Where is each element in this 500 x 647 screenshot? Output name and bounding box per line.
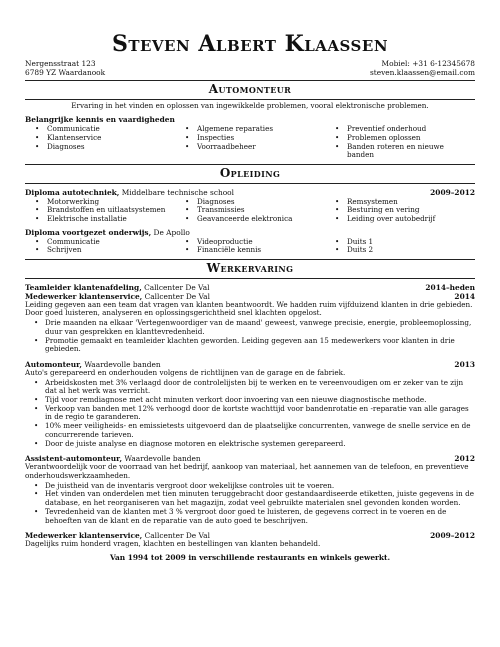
job-role: Automonteur, bbox=[25, 359, 82, 369]
profile-tagline: Ervaring in het vinden en oplossen van ingewikkelde problemen, vooral elektronische problemen. bbox=[71, 101, 429, 111]
school: De Apollo bbox=[151, 227, 190, 237]
course-item: • Geavanceerde elektronica bbox=[175, 215, 325, 224]
course-item: • Motorwerking bbox=[25, 198, 175, 207]
course-item: • Schrijven bbox=[25, 246, 175, 255]
job-company: Waardevolle banden bbox=[82, 359, 161, 369]
education-entry-header bbox=[25, 188, 475, 197]
job-bullets bbox=[25, 482, 475, 526]
candidate-name: Steven Albert Klaassen bbox=[111, 31, 389, 57]
job-bullet: • Tevredenheid van de klanten met 3 % vergroot door goed te luisteren, de gegevens correct in te voeren en de behoeften van de klant en de reparatie van de auto goed te beschrijven. bbox=[25, 508, 475, 525]
job-date: 2014–heden bbox=[425, 282, 475, 292]
skill-item: • Inspecties bbox=[175, 134, 325, 143]
job-role: Assistent-automonteur, bbox=[25, 454, 123, 464]
section-divider bbox=[25, 80, 475, 81]
course-item: • Diagnoses bbox=[175, 198, 325, 207]
job-role: Teamleider klantenafdeling, bbox=[25, 282, 142, 292]
course-item: • Leiding over autobedrijf bbox=[325, 215, 475, 224]
course-item: • Brandstoffen en uitlaatsystemen bbox=[25, 206, 175, 215]
job-bullet: • Promotie gemaakt en teamleider klachten geworden. Leiding gegeven aan 15 medewerkers voor klanten in drie gebieden. bbox=[25, 337, 475, 354]
skills-list bbox=[25, 125, 475, 159]
section-divider bbox=[25, 259, 475, 260]
school: Middelbare technische school bbox=[119, 187, 234, 197]
course-item: • Besturing en vering bbox=[325, 206, 475, 215]
job-header bbox=[25, 283, 475, 292]
skill-item: • Voorraadbeheer bbox=[175, 143, 325, 160]
job-bullet: • Door de juiste analyse en diagnose motoren en elektrische systemen gerepareerd. bbox=[25, 440, 475, 449]
education-entry-header bbox=[25, 228, 475, 237]
job-date: 2012 bbox=[454, 454, 475, 464]
course-item: • Transmissies bbox=[175, 206, 325, 215]
address-line-1: Nergensstraat 123 bbox=[25, 59, 96, 68]
address-line-2: 6789 YZ Waardanook bbox=[25, 68, 106, 78]
course-item: • Financiële kennis bbox=[175, 246, 325, 255]
job-bullet: • 10% meer veiligheids- en emissietests uitgevoerd dan de plaatselijke concurrenten, vanwege de snelle service en de concurrerende tarieven. bbox=[25, 422, 475, 439]
skill-item: • Communicatie bbox=[25, 125, 175, 134]
job-bullet: • Arbeidskosten met 3% verlaagd door de controlelijsten bij te werken en te vereenvoudigen om er zeker van te zijn dat al het werk was verricht. bbox=[25, 379, 475, 396]
job-bullet: • De juistheid van de inventaris vergroot door wekelijkse controles uit te voeren. bbox=[25, 482, 475, 491]
closing-note: Van 1994 tot 2009 in verschillende restaurants en winkels gewerkt. bbox=[109, 552, 391, 562]
phone: Mobiel: +31 6-12345678 bbox=[381, 59, 475, 68]
skill-item: • Algemene reparaties bbox=[175, 125, 325, 134]
job-bullet: • Het vinden van onderdelen met tien minuten teruggebracht door gestandaardiseerde etiketten, juiste gegevens in de database, en het reorganiseren van het magazijn, zodat veel gebruikte materialen snel gevonden konden worden. bbox=[25, 490, 475, 507]
job-date: 2009–2012 bbox=[430, 531, 475, 541]
course-list bbox=[25, 198, 475, 224]
job-company: Waardevolle banden bbox=[122, 454, 201, 464]
job-sub-date: 2014 bbox=[454, 291, 475, 301]
job-description: Verantwoordelijk voor de voorraad van het bedrijf, aankoop van materiaal, het aannemen van de telefoon, en preventieve onderhoudswerkzaamheden. bbox=[25, 462, 469, 480]
degree: Diploma autotechniek, bbox=[25, 187, 120, 197]
address bbox=[25, 59, 105, 77]
job-description: Leiding gegeven aan een team dat vragen van klanten beantwoordt. We hadden ruim vijfduizend klanten in drie gebieden. Door goed luisteren, analyseren en oplossingsgerichtheid snel klachten opgelost. bbox=[25, 299, 473, 318]
education-title: Opleiding bbox=[219, 165, 281, 180]
job-bullet: • Drie maanden na elkaar 'Vertegenwoordiger van de maand' geweest, vanwege precisie, energie, probleemoplossing, duur van gesprekken en klanttevredenheid. bbox=[25, 319, 475, 336]
job-description: Dagelijks ruim honderd vragen, klachten en bestellingen van klanten behandeld. bbox=[25, 539, 321, 549]
skills-heading: Belangrijke kennis en vaardigheden bbox=[25, 115, 175, 125]
job-company: Callcenter De Val bbox=[142, 531, 210, 541]
job-bullet: • Verkoop van banden met 12% verhoogd door de kortste wachttijd voor bandenrotatie en -reparatie van alle garages in de regio te garanderen. bbox=[25, 405, 475, 422]
course-item: • Communicatie bbox=[25, 238, 175, 247]
skill-item: • Problemen oplossen bbox=[325, 134, 475, 143]
job-sub-role: Medewerker klantenservice, bbox=[25, 291, 143, 301]
job-bullets bbox=[25, 379, 475, 449]
section-divider bbox=[25, 278, 475, 279]
job-bullets bbox=[25, 319, 475, 354]
skill-item: • Diagnoses bbox=[25, 143, 175, 160]
course-item: • Elektrische installatie bbox=[25, 215, 175, 224]
course-item: • Videoproductie bbox=[175, 238, 325, 247]
email-link[interactable]: steven.klaassen@email.com bbox=[369, 68, 475, 78]
section-divider bbox=[25, 99, 475, 100]
course-list bbox=[25, 238, 475, 255]
education-date: 2009–2012 bbox=[430, 187, 475, 197]
job-company: Callcenter De Val bbox=[141, 282, 210, 292]
experience-title: Werkervaring bbox=[206, 260, 294, 275]
job-date: 2013 bbox=[454, 359, 475, 369]
job-description: Auto's gerepareerd en onderhouden volgens de richtlijnen van de garage en de fabriek. bbox=[25, 367, 346, 377]
job-role: Medewerker klantenservice, bbox=[25, 531, 143, 541]
profile-title: Automonteur bbox=[208, 82, 292, 97]
course-item: • Duits 1 bbox=[325, 238, 475, 247]
course-item: • Remsystemen bbox=[325, 198, 475, 207]
contact-block bbox=[25, 59, 475, 77]
section-divider bbox=[25, 164, 475, 165]
degree: Diploma voortgezet onderwijs, bbox=[25, 227, 152, 237]
section-divider bbox=[25, 183, 475, 184]
skill-item: • Preventief onderhoud bbox=[325, 125, 475, 134]
resume-page bbox=[25, 0, 475, 562]
contact-details bbox=[370, 59, 475, 77]
job-sub-company: Callcenter De Val bbox=[142, 291, 210, 301]
skill-item: • Klantenservice bbox=[25, 134, 175, 143]
course-item: • Duits 2 bbox=[325, 246, 475, 255]
job-bullet: • Tijd voor remdiagnose met acht minuten verkort door invoering van een nieuwe diagnostische methode. bbox=[25, 396, 475, 405]
skill-item: • Banden roteren en nieuwe banden bbox=[325, 143, 475, 160]
